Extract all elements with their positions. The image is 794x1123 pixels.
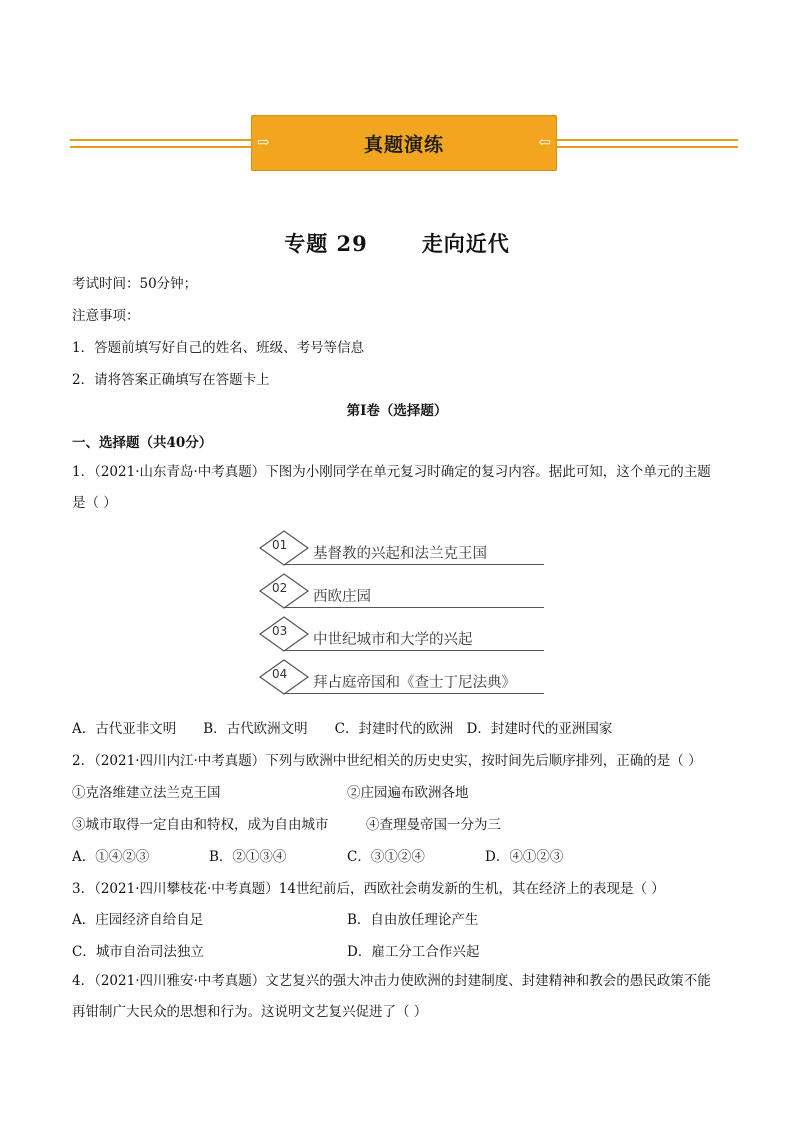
q2-item-1: ①克洛维建立法兰克王国 xyxy=(72,785,221,801)
q2-item-3: ③城市取得一定自由和特权，成为自由城市 xyxy=(72,817,329,833)
q2-option-c: C．③①②④ xyxy=(347,849,425,865)
question-1-stem: 1．（2021·山东青岛·中考真题）下图为小刚同学在单元复习时确定的复习内容。据此可知，这个单元的主题是（ ） xyxy=(72,464,711,511)
note-1: 1．答题前填写好自己的姓名、班级、考号等信息 xyxy=(72,340,365,356)
diamond-icon xyxy=(258,570,318,610)
q3-option-a: A．庄园经济自给自足 xyxy=(72,912,204,928)
diagram-num: 01 xyxy=(272,538,288,552)
q3-option-d: D．雇工分工合作兴起 xyxy=(347,944,480,960)
diagram-underline xyxy=(284,607,544,609)
page-title xyxy=(0,228,794,258)
diagram-text: 中世纪城市和大学的兴起 xyxy=(313,632,473,648)
diagram-item xyxy=(258,613,544,653)
q3-option-b: B．自由放任理论产生 xyxy=(347,912,479,928)
question-3-stem: 3．（2021·四川攀枝花·中考真题）14世纪前后，西欧社会萌发新的生机，其在经济上的表现是（ ） xyxy=(72,881,665,897)
q2-item-4: ④查理曼帝国一分为三 xyxy=(366,817,501,833)
diagram-item xyxy=(258,656,544,696)
diamond-icon xyxy=(258,656,318,696)
diagram-num: 02 xyxy=(272,581,288,595)
review-diagram xyxy=(258,527,544,697)
banner-line-left-2 xyxy=(70,146,251,148)
diagram-text: 基督教的兴起和法兰克王国 xyxy=(313,546,487,562)
note-2: 2．请将答案正确填写在答题卡上 xyxy=(72,372,270,388)
diagram-num: 04 xyxy=(272,667,288,681)
banner-line-right-2 xyxy=(557,146,738,148)
diagram-underline xyxy=(284,564,544,566)
diagram-item xyxy=(258,570,544,610)
banner-title: 真题演练 xyxy=(363,133,444,156)
q2-option-b: B．②①③④ xyxy=(209,849,287,865)
q2-option-d: D．④①②③ xyxy=(485,849,564,865)
diagram-underline xyxy=(284,693,544,695)
topic-name: 走向近代 xyxy=(421,231,510,256)
diagram-item xyxy=(258,527,544,567)
section-title: 一、选择题（共40分） xyxy=(72,435,213,451)
diagram-text: 西欧庄园 xyxy=(313,589,371,605)
q2-option-a: A．①④②③ xyxy=(72,849,150,865)
diagram-underline xyxy=(284,650,544,652)
q2-item-2: ②庄园遍布欧洲各地 xyxy=(347,785,469,801)
q3-option-c: C．城市自治司法独立 xyxy=(72,944,204,960)
volume-title: 第I卷（选择题） xyxy=(346,403,448,419)
diagram-text: 拜占庭帝国和《查士丁尼法典》 xyxy=(313,675,516,691)
left-arrow-icon: ⇦ xyxy=(538,133,551,151)
section-banner xyxy=(251,115,557,171)
question-2-stem: 2．（2021·四川内江·中考真题）下列与欧洲中世纪相关的历史史实，按时间先后顺序排列，正确的是（ ） xyxy=(72,753,702,769)
banner-line-right xyxy=(557,139,738,141)
exam-time: 考试时间：50分钟； xyxy=(72,276,198,292)
right-arrow-icon: ⇨ xyxy=(257,133,270,151)
question-1-options: A．古代亚非文明 B．古代欧洲文明 C．封建时代的欧洲 D．封建时代的亚洲国家 xyxy=(72,721,613,737)
diamond-icon xyxy=(258,613,318,653)
diagram-num: 03 xyxy=(272,624,288,638)
topic-number: 专题 29 xyxy=(284,231,368,256)
diamond-icon xyxy=(258,527,318,567)
question-4-stem: 4．（2021·四川雅安·中考真题）文艺复兴的强大冲击力使欧洲的封建制度、封建精神和教会的愚民政策不能再钳制广大民众的思想和行为。这说明文艺复兴促进了（ ） xyxy=(72,973,711,1020)
banner-line-left xyxy=(70,139,251,141)
notice-heading: 注意事项： xyxy=(72,308,140,324)
